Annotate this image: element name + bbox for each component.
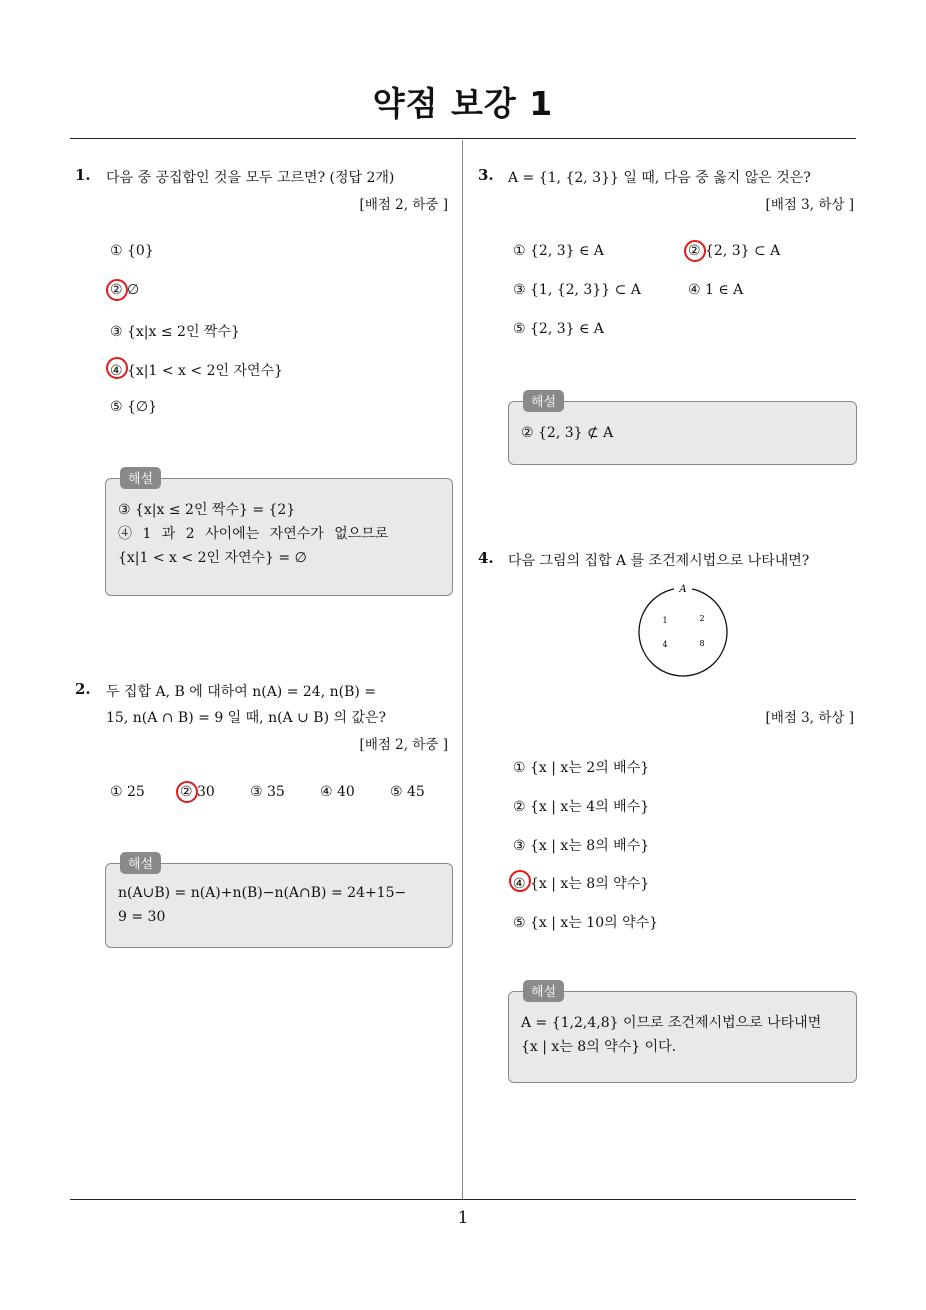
element-1: 1: [662, 616, 668, 625]
q4-answer-circle: [509, 870, 531, 892]
q1-answer-circle-2: [106, 279, 128, 301]
column-divider: [462, 140, 463, 1200]
q2-option-4[interactable]: ④ 40: [320, 784, 355, 800]
q4-venn-diagram: [630, 580, 740, 680]
q1-explanation-line-3: {x|1 < x < 2인 자연수} = ∅: [118, 550, 307, 566]
q1-explanation-line-2: ④ 1 과 2 사이에는 자연수가 없으므로: [118, 526, 389, 542]
q1-explanation-text: [118, 498, 388, 570]
q1-explanation-label: 해설: [120, 467, 161, 489]
q2-number: 2.: [75, 680, 91, 698]
q2-option-3[interactable]: ③ 35: [250, 784, 285, 800]
q3-option-4[interactable]: ④ 1 ∈ A: [688, 282, 744, 298]
q4-option-5[interactable]: ⑤ {x | x는 10의 약수}: [513, 915, 659, 931]
q3-number: 3.: [478, 166, 494, 184]
q2-explanation-line-2: 9 = 30: [118, 909, 166, 925]
q2-explanation-text: [118, 881, 406, 929]
q1-answer-circle-4: [106, 357, 128, 379]
q1-option-1[interactable]: ① {0}: [110, 243, 154, 259]
q4-option-1[interactable]: ① {x | x는 2의 배수}: [513, 760, 650, 776]
element-8: 8: [699, 639, 705, 648]
element-4: 4: [662, 640, 668, 649]
q4-explanation-label: 해설: [523, 980, 564, 1002]
q1-score: [배점 2, 하중 ]: [359, 197, 448, 213]
q4-score: [배점 3, 하상 ]: [765, 710, 854, 726]
q1-text: 다음 중 공집합인 것을 모두 고르면? (정답 2개): [106, 170, 395, 186]
q1-number: 1.: [75, 166, 91, 184]
q4-explanation-line-2: {x | x는 8의 약수} 이다.: [521, 1039, 677, 1055]
q2-option-5[interactable]: ⑤ 45: [390, 784, 425, 800]
q3-explanation-line-1: ② {2, 3} ⊄ A: [521, 425, 614, 441]
q3-option-1[interactable]: ① {2, 3} ∈ A: [513, 243, 604, 259]
q1-option-3[interactable]: ③ {x|x ≤ 2인 짝수}: [110, 324, 240, 340]
q2-answer-circle: [176, 781, 198, 803]
set-a-circle: [639, 588, 727, 676]
q4-text: 다음 그림의 집합 A 를 조건제시법으로 나타내면?: [508, 553, 810, 569]
q4-explanation-line-1: A = {1,2,4,8} 이므로 조건제시법으로 나타내면: [521, 1015, 822, 1031]
q3-explanation-text: [521, 421, 613, 445]
q3-option-2[interactable]: ② {2, 3} ⊂ A: [688, 243, 781, 259]
q2-text-line-1: 두 집합 A, B 에 대하여 n(A) = 24, n(B) =: [106, 684, 377, 700]
q1-option-2[interactable]: ② ∅: [110, 282, 140, 298]
page-title: 약점 보강 1: [372, 84, 554, 123]
q1-option-5[interactable]: ⑤ {∅}: [110, 399, 158, 415]
set-a-label: A: [679, 584, 687, 595]
footer-divider: [70, 1199, 856, 1200]
element-2: 2: [699, 614, 705, 623]
q4-number: 4.: [478, 549, 494, 567]
q1-explanation-line-1: ③ {x|x ≤ 2인 짝수} = {2}: [118, 502, 296, 518]
header-divider: [70, 138, 856, 139]
q4-explanation-text: [521, 1011, 821, 1059]
q3-text: A = {1, {2, 3}} 일 때, 다음 중 옳지 않은 것은?: [508, 170, 811, 186]
q2-option-2[interactable]: ② 30: [180, 784, 215, 800]
q3-option-5[interactable]: ⑤ {2, 3} ∈ A: [513, 321, 604, 337]
q4-option-3[interactable]: ③ {x | x는 8의 배수}: [513, 838, 650, 854]
q3-answer-circle: [684, 240, 706, 262]
q4-option-2[interactable]: ② {x | x는 4의 배수}: [513, 799, 650, 815]
q2-option-1[interactable]: ① 25: [110, 784, 145, 800]
q3-explanation-label: 해설: [523, 390, 564, 412]
q2-explanation-label: 해설: [120, 852, 161, 874]
q2-explanation-line-1: n(A∪B) = n(A)+n(B)−n(A∩B) = 24+15−: [118, 885, 407, 901]
page-number: 1: [457, 1208, 469, 1228]
q4-option-4[interactable]: ④ {x | x는 8의 약수}: [513, 876, 650, 892]
q3-option-3[interactable]: ③ {1, {2, 3}} ⊂ A: [513, 282, 641, 298]
q2-text-line-2: 15, n(A ∩ B) = 9 일 때, n(A ∪ B) 의 값은?: [106, 710, 387, 726]
q1-option-4[interactable]: ④ {x|1 < x < 2인 자연수}: [110, 363, 283, 379]
q3-score: [배점 3, 하상 ]: [765, 197, 854, 213]
q2-score: [배점 2, 하중 ]: [359, 737, 448, 753]
